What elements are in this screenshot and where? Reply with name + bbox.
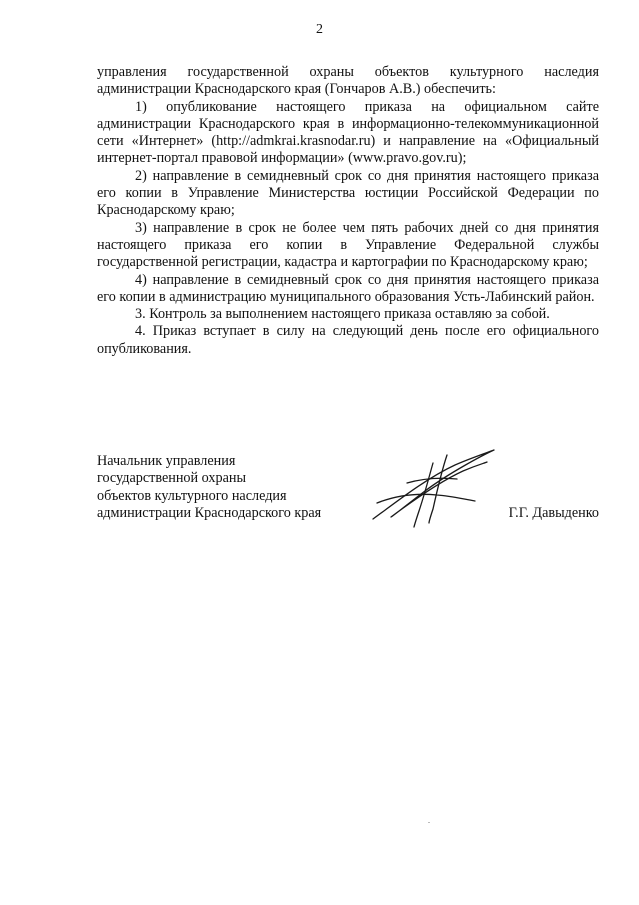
signature-block bbox=[97, 453, 599, 522]
signer-title-line: Начальник управления bbox=[97, 453, 236, 469]
paragraph-item-2: 2) направление в семидневный срок со дня принятия настоящего приказа его копии в Управление Министерства юстиции Российской Федерации по Краснодарскому краю; bbox=[97, 167, 599, 219]
scan-artifact bbox=[428, 822, 430, 823]
paragraph-clause-3: 3. Контроль за выполнением настоящего приказа оставляю за собой. bbox=[135, 306, 550, 323]
page-number: 2 bbox=[316, 22, 323, 37]
paragraph-clause-4: 4. Приказ вступает в силу на следующий день после его официального опубликования. bbox=[97, 323, 599, 357]
signer-name: Г.Г. Давыденко bbox=[508, 504, 599, 521]
document-body bbox=[97, 64, 599, 358]
signer-title-line: объектов культурного наследия bbox=[97, 487, 287, 504]
paragraph-item-3: 3) направление в срок не более чем пять рабочих дней со дня принятия настоящего приказа его копии в Управление Федеральной службы государственной регистрации, кадастра и картографии по Краснодарскому краю; bbox=[97, 219, 599, 271]
handwritten-signature bbox=[367, 443, 497, 533]
signer-title-line: администрации Краснодарского края bbox=[97, 504, 322, 521]
paragraph-item-4: 4) направление в семидневный срок со дня принятия настоящего приказа его копии в администрацию муниципального образования Усть-Лабинский район. bbox=[97, 271, 599, 305]
paragraph-continuation: управления государственной охраны объектов культурного наследия администрации Краснодарского края (Гончаров А.В.) обеспечить: bbox=[97, 64, 599, 98]
signer-title-line: государственной охраны bbox=[97, 470, 247, 487]
paragraph-item-1: 1) опубликование настоящего приказа на официальном сайте администрации Краснодарского края в информационно-телекоммуникационной сети «Интернет» (http://admkrai.krasnodar.ru) и направление на «Официальный интернет-портал правовой информации» (www.pravo.gov.ru); bbox=[97, 98, 599, 167]
